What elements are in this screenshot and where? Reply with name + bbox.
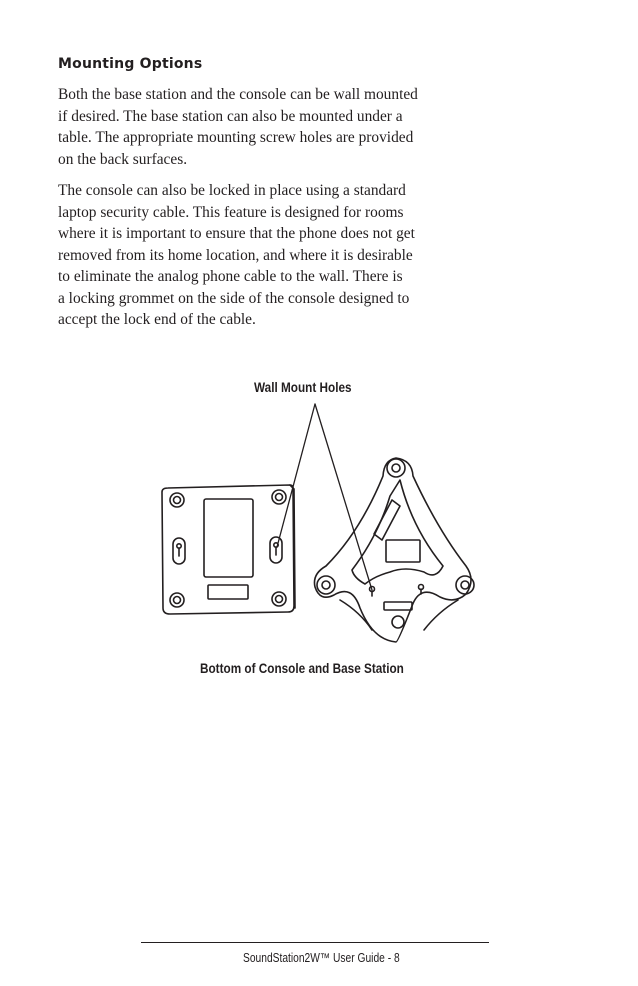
text-line: removed from its home location, and where it is desirable	[58, 246, 413, 264]
text-line: where it is important to ensure that the phone does not get	[58, 225, 415, 242]
text-line: table. The appropriate mounting screw holes are provided	[58, 129, 414, 146]
base-station-drawing	[162, 485, 295, 614]
console-base-illustration	[150, 400, 490, 650]
paragraph-security	[58, 180, 458, 331]
footer-divider	[141, 942, 489, 943]
page-footer: SoundStation2W™ User Guide - 8	[243, 951, 400, 965]
text-line: a locking grommet on the side of the console designed to	[58, 289, 410, 307]
text-line: if desired. The base station can also be mounted under a	[58, 107, 403, 125]
text-line: The console can also be locked in place using a standard	[58, 182, 406, 199]
text-line: Both the base station and the console can be wall mounted	[58, 86, 418, 103]
text-line: laptop security cable. This feature is designed for rooms	[58, 203, 404, 221]
text-line: on the back surfaces.	[58, 150, 188, 168]
text-line: to eliminate the analog phone cable to the wall. There is	[58, 268, 403, 285]
paragraph-mounting	[58, 84, 458, 170]
text-line: accept the lock end of the cable.	[58, 311, 256, 328]
section-heading: Mounting Options	[58, 56, 203, 72]
figure-caption: Bottom of Console and Base Station	[200, 660, 404, 676]
wall-mount-holes-label: Wall Mount Holes	[254, 379, 352, 395]
console-drawing	[314, 458, 474, 642]
